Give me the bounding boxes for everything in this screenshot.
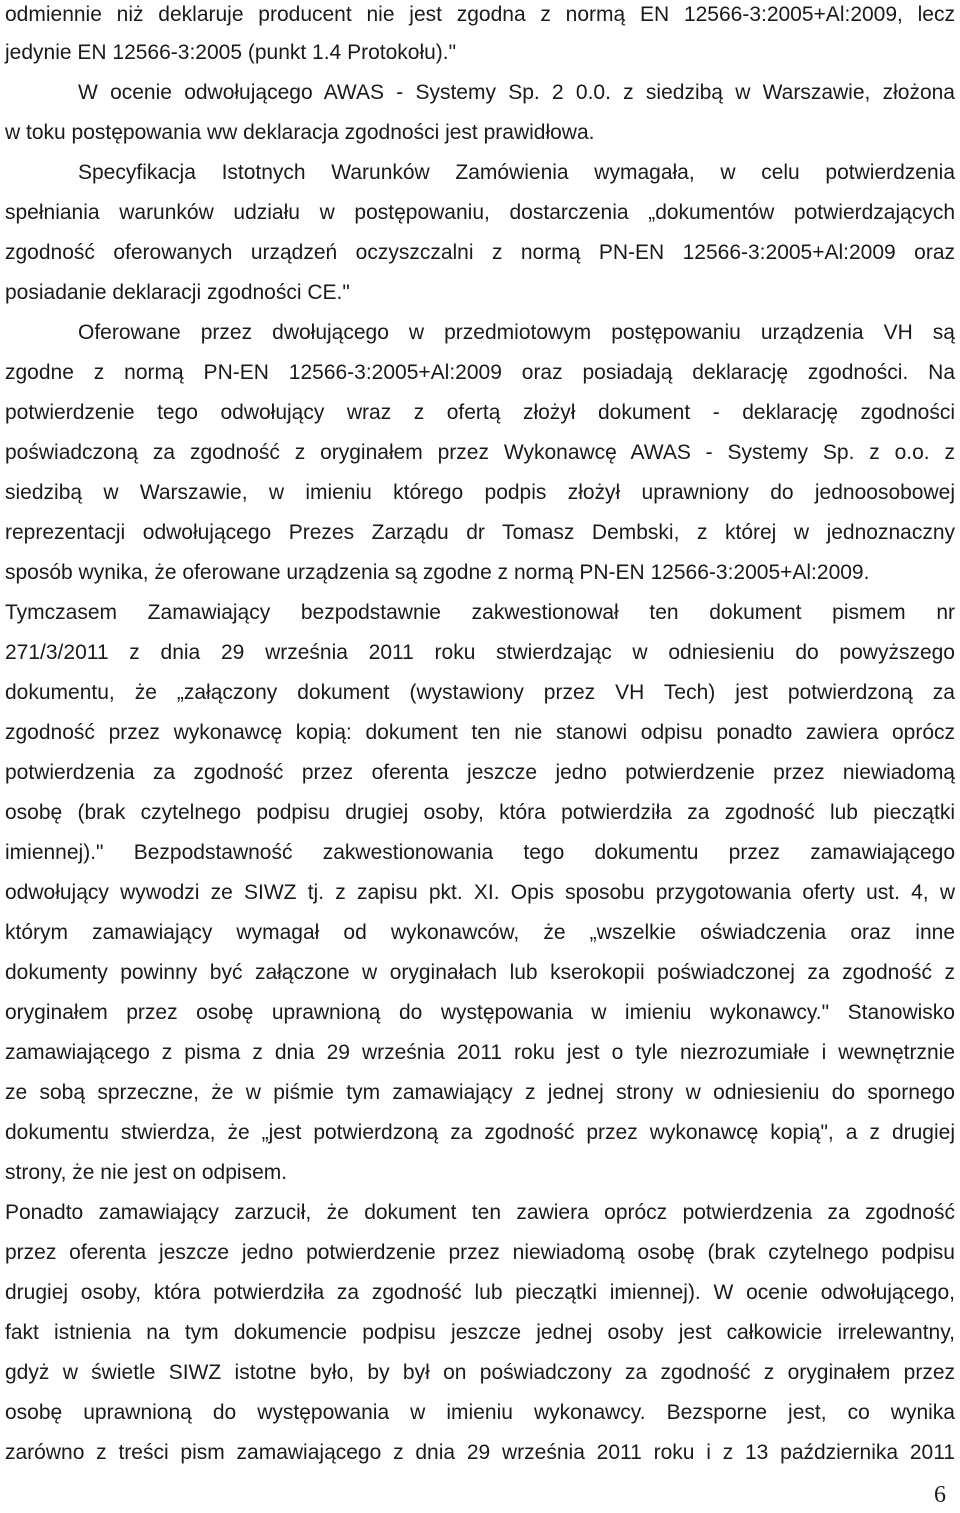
text-line: spełniania warunków udziału w postępowaniu, dostarczenia „dokumentów potwierdzających xyxy=(5,201,955,224)
page-number: 6 xyxy=(934,1482,946,1508)
text-line: strony, że nie jest on odpisem. xyxy=(5,1161,288,1184)
text-line: siedzibą w Warszawie, w imieniu którego podpis złożył uprawniony do jednoosobowej xyxy=(5,481,955,504)
text-line: Ponadto zamawiający zarzucił, że dokument ten zawiera oprócz potwierdzenia za zgodność xyxy=(5,1201,955,1224)
text-line: Specyfikacja Istotnych Warunków Zamówienia wymagała, w celu potwierdzenia xyxy=(78,161,955,184)
text-line: zgodność przez wykonawcę kopią: dokument ten nie stanowi odpisu ponadto zawiera oprócz xyxy=(5,721,955,744)
text-line: oryginałem przez osobę uprawnioną do występowania w imieniu wykonawcy." Stanowisko xyxy=(5,1001,955,1024)
text-line: fakt istnienia na tym dokumencie podpisu jeszcze jednej osoby jest całkowicie irrelewantny, xyxy=(5,1321,955,1344)
text-line: odmiennie niż deklaruje producent nie jest zgodna z normą EN 12566-3:2005+Al:2009, lecz xyxy=(5,3,955,26)
text-line: jedynie EN 12566-3:2005 (punkt 1.4 Protokołu)." xyxy=(5,41,457,64)
text-line: dokumentu stwierdza, że „jest potwierdzoną za zgodność przez wykonawcę kopią", a z drugiej xyxy=(5,1121,955,1144)
text-line: zarówno z treści pism zamawiającego z dnia 29 września 2011 roku i z 13 października 2011 xyxy=(5,1441,955,1464)
text-line: osobę uprawnioną do występowania w imieniu wykonawcy. Bezsporne jest, co wynika xyxy=(5,1401,955,1424)
text-line: zgodność oferowanych urządzeń oczyszczalni z normą PN-EN 12566-3:2005+Al:2009 oraz xyxy=(5,241,955,264)
text-line: imiennej)." Bezpodstawność zakwestionowania tego dokumentu przez zamawiającego xyxy=(5,841,955,864)
text-line: zamawiającego z pisma z dnia 29 września 2011 roku jest o tyle niezrozumiałe i wewnętrznie xyxy=(5,1041,955,1064)
text-line: którym zamawiający wymagał od wykonawców, że „wszelkie oświadczenia oraz inne xyxy=(5,921,955,944)
text-line: w toku postępowania ww deklaracja zgodności jest prawidłowa. xyxy=(5,121,595,144)
text-line: Tymczasem Zamawiający bezpodstawnie zakwestionował ten dokument pismem nr xyxy=(5,601,955,624)
text-line: 271/3/2011 z dnia 29 września 2011 roku stwierdzając w odniesieniu do powyższego xyxy=(5,641,955,664)
text-line: dokumentu, że „załączony dokument (wystawiony przez VH Tech) jest potwierdzoną za xyxy=(5,681,955,704)
text-line: reprezentacji odwołującego Prezes Zarządu dr Tomasz Dembski, z której w jednoznaczny xyxy=(5,521,955,544)
text-line: Oferowane przez dwołującego w przedmiotowym postępowaniu urządzenia VH są xyxy=(78,321,955,344)
text-line: dokumenty powinny być załączone w oryginałach lub kserokopii poświadczonej za zgodność z xyxy=(5,961,955,984)
text-line: odwołujący wywodzi ze SIWZ tj. z zapisu pkt. XI. Opis sposobu przygotowania oferty ust. 4, w xyxy=(5,881,955,904)
text-line: osobę (brak czytelnego podpisu drugiej osoby, która potwierdziła za zgodność lub pieczątki xyxy=(5,801,955,824)
text-line: potwierdzenia za zgodność przez oferenta jeszcze jedno potwierdzenie przez niewiadomą xyxy=(5,761,955,784)
text-line: zgodne z normą PN-EN 12566-3:2005+Al:2009 oraz posiadają deklarację zgodności. Na xyxy=(5,361,955,384)
text-line: poświadczoną za zgodność z oryginałem przez Wykonawcę AWAS - Systemy Sp. z o.o. z xyxy=(5,441,955,464)
text-line: posiadanie deklaracji zgodności CE." xyxy=(5,281,350,304)
text-line: ze sobą sprzeczne, że w piśmie tym zamawiający z jednej strony w odniesieniu do spornego xyxy=(5,1081,955,1104)
text-line: gdyż w świetle SIWZ istotne było, by był on poświadczony za zgodność z oryginałem przez xyxy=(5,1361,955,1384)
text-line: potwierdzenie tego odwołujący wraz z ofertą złożył dokument - deklarację zgodności xyxy=(5,401,955,424)
text-line: W ocenie odwołującego AWAS - Systemy Sp. 2 0.0. z siedzibą w Warszawie, złożona xyxy=(78,81,955,104)
text-line: przez oferenta jeszcze jedno potwierdzenie przez niewiadomą osobę (brak czytelnego podpisu xyxy=(5,1241,955,1264)
text-line: drugiej osoby, która potwierdziła za zgodność lub pieczątki imiennej). W ocenie odwołującego, xyxy=(5,1281,955,1304)
text-line: sposób wynika, że oferowane urządzenia są zgodne z normą PN-EN 12566-3:2005+Al:2009. xyxy=(5,561,870,584)
